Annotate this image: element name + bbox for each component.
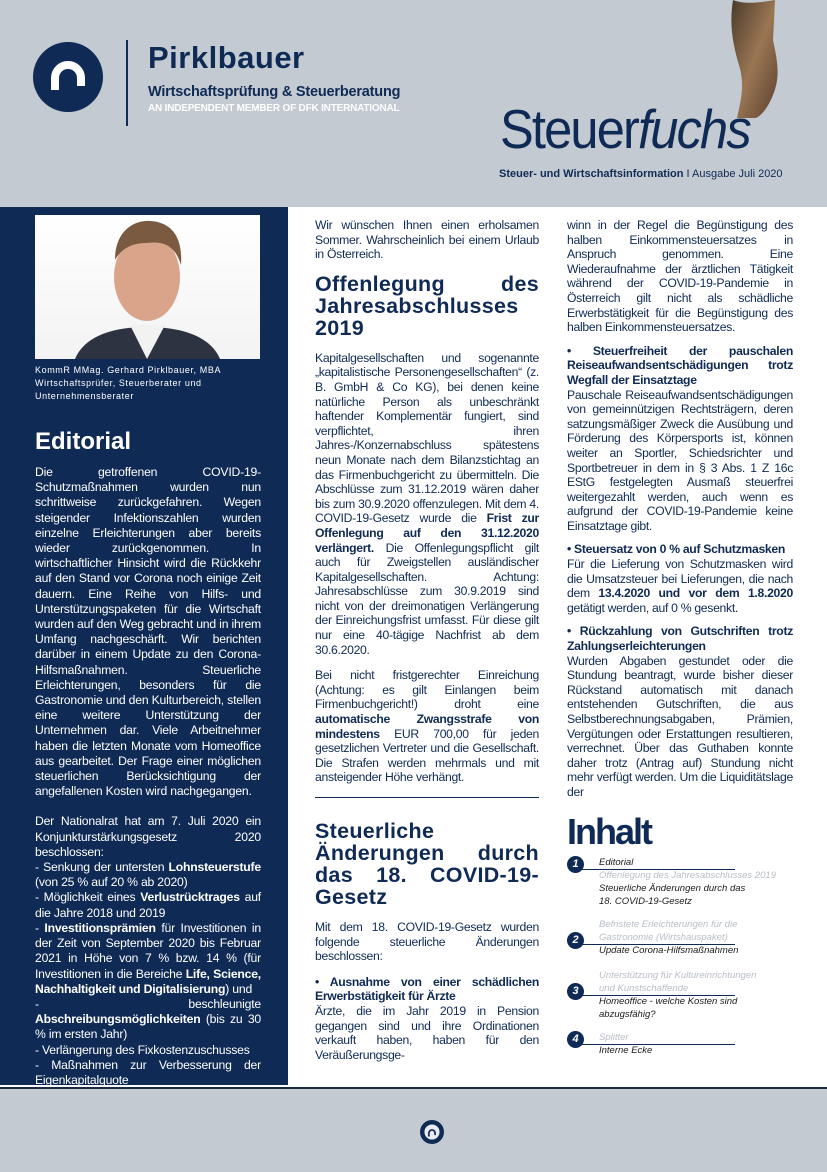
masthead	[0, 0, 827, 207]
toc-entry[interactable]: Offenlegung des Jahresabschlusses 2019	[599, 870, 776, 881]
toc-entry[interactable]: Befristete Erleichterungen für die Gastronomie (Wirtshauspaket)	[599, 919, 738, 943]
text: Für die Lieferung von Schutzmasken wird die Umsatzsteuer bei Lieferungen, die nach dem	[567, 557, 793, 601]
brand-member-line: AN INDEPENDENT MEMBER OF DFK INTERNATIONAL	[148, 103, 400, 114]
text: Pauschale Reiseaufwandsentschädigungen von gemeinnützigen Rechtsträgern, deren satzungsmäßiger Zweck die Ausübung und Förderung des Körpersports ist, können weiter an Sportler, Schiedsrichter und Sportbetreuer in dem in § 3 Abs. 1 Z 16c EStG festgelegten Ausmaß steuerfrei weitergezahlt werden, auch wenn es aufgrund der COVID-19-Pandemie keine Einsatztage gibt.	[567, 387, 793, 533]
toc-entry[interactable]: Steuerliche Änderungen durch das 18. COVID-19-Gesetz	[599, 883, 746, 907]
toc-underline	[579, 944, 735, 945]
toc-number-badge: 4	[567, 1031, 584, 1048]
toc-title: Inhalt	[567, 811, 651, 852]
toc-entry[interactable]: Editorial	[599, 857, 634, 868]
bullet-heading: • Steuerfreiheit der pauschalen Reiseaufwandsentschädigungen trotz Wegfall der Einsatztage	[567, 343, 793, 387]
article-paragraph: Mit dem 18. COVID-19-Gesetz wurden folgende steuerliche Änderungen beschlossen:	[315, 920, 539, 964]
toc-number-badge: 2	[567, 932, 584, 949]
article-paragraph	[315, 351, 539, 657]
pirklbauer-logo-icon	[33, 42, 103, 112]
section-divider	[315, 797, 539, 798]
author-caption	[35, 364, 275, 403]
text: auf die Jahre 2018 und 2019	[35, 890, 261, 920]
article-column-3	[567, 218, 793, 809]
text: Bei nicht fristgerechter Einreichung (Achtung: es gilt Einlangen beim Firmenbuchgericht!) droht eine	[315, 668, 539, 712]
toc-entry[interactable]: Unterstützung für Kultureinrichtungen und Kunstschaffende	[599, 970, 757, 994]
article-paragraph	[315, 668, 539, 785]
bullet-section	[315, 975, 539, 1063]
article-column-2	[315, 218, 539, 1073]
magazine-title-regular: Steuer	[500, 98, 639, 160]
issue-date: Ausgabe Juli 2020	[692, 168, 783, 180]
toc-entry[interactable]: Update Corona-Hilfsmaßnahmen	[599, 945, 739, 956]
brand-subtitle: Wirtschaftsprüfung & Steuerberatung	[148, 84, 401, 100]
emphasis: Abschreibungsmöglichkeiten	[35, 1012, 201, 1027]
text: EUR 700,00 für jeden gesetzlichen Vertreter und die Gesellschaft. Die Strafen werden mehrmals und mit ansteigender Höhe verhängt.	[315, 726, 539, 785]
page-footer	[0, 1087, 827, 1172]
text: (von 25 % auf 20 % ab 2020)	[35, 875, 188, 890]
toc-underline	[579, 1044, 735, 1045]
footer-logo-icon	[420, 1120, 444, 1144]
text: Ärzte, die im Jahr 2019 in Pension gegangen sind und ihre Ordinationen verkauft haben, haben für den Veräußerungsge-	[315, 1003, 539, 1062]
text: ) und	[225, 981, 253, 996]
toc-entry[interactable]: Homeoffice - welche Kosten sind abzugsfähig?	[599, 996, 738, 1020]
bullet-heading: • Rückzahlung von Gutschriften trotz Zahlungserleichterungen	[567, 624, 793, 654]
logo-divider	[126, 40, 128, 126]
text: - Senkung der untersten	[35, 860, 169, 875]
emphasis: Lohnsteuerstufe	[168, 860, 261, 875]
magazine-title-italic: fuchs	[638, 98, 750, 160]
bullet-section	[567, 542, 793, 615]
text: - Verlängerung des Fixkostenzuschusses	[35, 1042, 250, 1057]
emphasis: 13.4.2020 und vor dem 1.8.2020	[598, 586, 793, 601]
toc-underline	[579, 995, 735, 996]
editorial-heading: Editorial	[35, 428, 132, 455]
text: Der Nationalrat hat am 7. Juli 2020 ein Konjunkturstärkungsgesetz 2020 beschlossen:	[35, 814, 261, 859]
magazine-title	[500, 98, 750, 160]
toc-number-badge: 1	[567, 856, 584, 873]
toc-entry[interactable]: Splitter	[599, 1032, 629, 1043]
bullet-section	[567, 344, 793, 534]
text: Kapitalgesellschaften und sogenannte „kapitalistische Personengesellschaften“ (z. B. GmbH & Co KG), bei denen keine natürliche Person als unbeschränkt haftender Komplementär fungiert, sind verpflichtet, ihren Jahres-/Konzernabschluss spätestens neun Monate nach dem Bilanzstichtag an das Firmenbuchgericht zu übermitteln. Die Abschlüsse zum 31.12.2019 wären daher bis zum 30.9.2020 offenzulegen. Mit dem 4. COVID-19-Gesetz wurde die	[315, 350, 539, 526]
emphasis: Frist zur Offenlegung auf den 31.12.2020 verlängert.	[315, 511, 539, 555]
toc-item[interactable]	[567, 918, 827, 957]
emphasis: Verlustrücktrages	[140, 890, 240, 905]
emphasis: Life, Science, Nachhaltigkeit und Digitalisierung	[35, 966, 261, 996]
editorial-body	[35, 465, 261, 1103]
text: -	[35, 920, 45, 935]
text: - Möglichkeit eines	[35, 890, 141, 905]
table-of-contents	[567, 812, 827, 1057]
editorial-paragraph-2	[35, 814, 261, 1088]
article-heading-steuerliche: Steuerliche Änderungen durch das 18. COVID-19-Gesetz	[315, 819, 539, 909]
intro-paragraph: Wir wünschen Ihnen einen erholsamen Sommer. Wahrscheinlich bei einem Urlaub in Österreich.	[315, 218, 539, 262]
bullet-heading: • Steuersatz von 0 % auf Schutzmasken	[567, 542, 786, 557]
author-role-cont: Unternehmensberater	[35, 391, 134, 401]
text: für Investitionen in der Zeit von September 2020 bis Februar 2021 in Höhe von 7 % bzw. 14 % (für Investitionen in die Bereiche	[35, 920, 261, 981]
brand-name: Pirklbauer	[148, 40, 305, 75]
text: getätigt werden, auf 0 % gesenkt.	[567, 600, 738, 615]
toc-number-badge: 3	[567, 983, 584, 1000]
article-paragraph: winn in der Regel die Begünstigung des halben Einkommensteuersatzes in Anspruch genommen. Eine Wiederaufnahme der ärztlichen Tätigkeit während der COVID-19-Pandemie in Österreich gilt nicht als schädliche Erwerbstätigkeit für die Begünstigung des halben Einkommensteuersatzes.	[567, 218, 793, 335]
text: - Maßnahmen zur Verbesserung der Eigenkapitalquote	[35, 1057, 261, 1087]
text: (bis zu 30 % im ersten Jahr)	[35, 1012, 261, 1042]
portrait-image	[35, 215, 260, 359]
emphasis: Investitionsprämien	[44, 920, 156, 935]
text: Die Offenlegungspflicht gilt auch für Zweigstellen ausländischer Kapitalgesellschaften. Achtung: Jahresabschlüsse zum 30.9.2019 sind nicht von der dreimonatigen Verlängerung der Einreichungsfrist umfasst. Für diese gilt nur eine 40-tägige Nachfrist ab dem 30.6.2020.	[315, 540, 539, 657]
author-photo	[35, 215, 260, 359]
toc-entry[interactable]: Interne Ecke	[599, 1045, 653, 1056]
bullet-section	[567, 624, 793, 799]
article-heading-offenlegung: Offenlegung des Jahresabschlusses 2019	[315, 271, 539, 340]
magazine-subtitle	[499, 168, 783, 180]
text: - beschleunigte	[35, 996, 261, 1011]
editorial-paragraph: Die getroffenen COVID-19-Schutzmaßnahmen wurden nun schrittweise zurückgefahren. Wegen steigender Infektionszahlen wurden einzelne Erleichterungen aber bereits wieder zurückgenommen. In wirtschaftlicher Hinsicht wird die Rückkehr auf den Stand vor Corona noch einige Zeit dauern. Eine Reihe von Hilfs- und Unterstützungspaketen für die Wirtschaft wurden auf den Weg gebracht und in ihrem Umfang nachgeschärft. Wir berichten darüber in einem Update zu den Corona-Hilfsmaßnahmen. Steuerliche Erleichterungen, besonders für die Gastronomie und den Kulturbereich, stellen eine weitere Unterstützung der Unternehmen dar. Viele Arbeitnehmer haben die letzten Monate vom Homeoffice aus gearbeitet. Der Frage einer möglichen steuerlichen Berücksichtigung der angefallenen Kosten wird nachgegangen.	[35, 465, 262, 799]
text: Wurden Abgaben gestundet oder die Stundung beantragt, wurde bisher dieser Rückstand automatisch mit danach entstehenden Gutschriften, die aus Selbstberechnungsabgaben, Prämien, Vergütungen oder Erstattungen resultieren, verrechnet. Über das Guthaben konnte daher trotz (Antrag auf) Stundung nicht mehr verfügt werden. Um die Liquiditätslage der	[567, 653, 793, 799]
toc-underline	[579, 869, 735, 870]
author-role: Wirtschaftsprüfer, Steuerberater und	[35, 378, 202, 388]
toc-item[interactable]	[567, 856, 827, 908]
magazine-subtitle-label: Steuer- und Wirtschaftsinformation	[499, 168, 684, 180]
toc-item[interactable]	[567, 969, 827, 1021]
bullet-heading: • Ausnahme von einer schädlichen Erwerbstätigkeit für Ärzte	[315, 974, 539, 1004]
author-name: KommR MMag. Gerhard Pirklbauer, MBA	[35, 365, 222, 375]
emphasis: automatische Zwangsstrafe von mindestens	[315, 712, 539, 741]
subtitle-separator: I	[683, 168, 693, 180]
toc-item[interactable]	[567, 1031, 827, 1057]
